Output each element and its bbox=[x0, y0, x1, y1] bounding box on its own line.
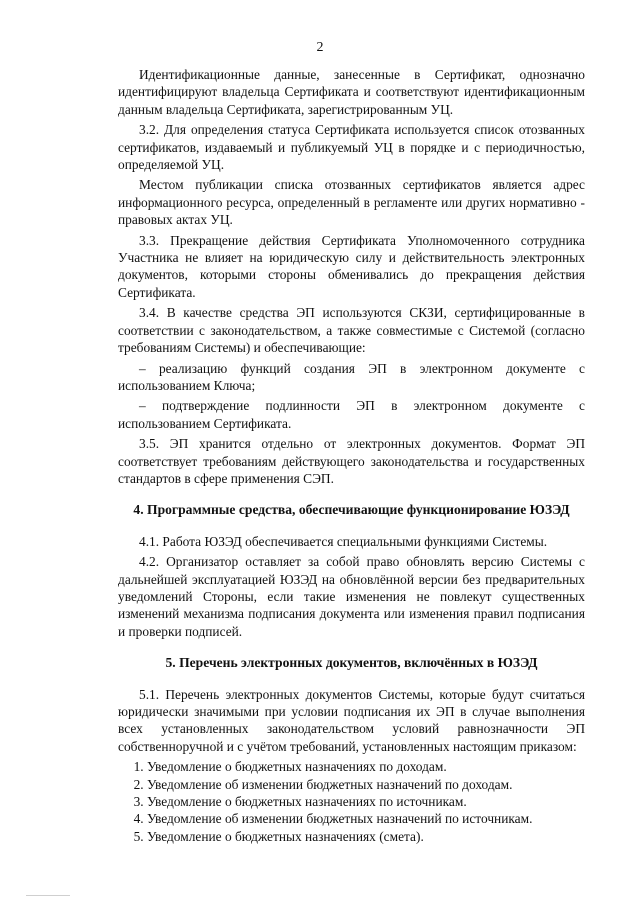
paragraph-3-5: 3.5. ЭП хранится отдельно от электронных документов. Формат ЭП соответствует требованиям действующего законодательства и государственных стандартов в сфере применения СЭП. bbox=[118, 436, 585, 486]
paragraph-3-3: 3.3. Прекращение действия Сертификата Уполномоченного сотрудника Участника не влияет на юридическую силу и действительность электронных документов, которыми стороны обменивались до прекращения действия Сертификата. bbox=[118, 232, 585, 300]
section-heading-5: 5. Перечень электронных документов, включённых в ЮЗЭД bbox=[165, 655, 538, 671]
paragraph-publication-place: Местом публикации списка отозванных сертификатов является адрес информационного ресурса, определенный в регламенте или других нормативно - правовых актах УЦ. bbox=[118, 177, 585, 228]
document-list bbox=[118, 758, 585, 845]
paragraph-3-2: 3.2. Для определения статуса Сертификата используется список отозванных сертификатов, издаваемый и публикуемый УЦ в порядке и с периодичностью, определяемой УЦ. bbox=[118, 122, 585, 173]
paragraph-4-2: 4.2. Организатор оставляет за собой право обновлять версию Системы с дальнейшей эксплуатацией ЮЗЭД на обновлённой версии без предварительных уведомлений Стороны, если такие изменения не повлекут существенных изменений механизма подписания документа или изменения правил подписания и проверки подписей. bbox=[118, 554, 585, 639]
list-item: 2. Уведомление об изменении бюджетных назначений по доходам. bbox=[147, 776, 585, 793]
paragraph-5-1: 5.1. Перечень электронных документов Системы, которые будут считаться юридически значимыми при условии подписания их ЭП в случае выполнения всех установленных законодательством условий равнозначности ЭП собственноручной и с учётом требований, установленных настоящим приказом: bbox=[118, 686, 585, 754]
paragraph-cert-identification: Идентификационные данные, занесенные в Сертификат, однозначно идентифицируют владельца Сертификата и соответствуют идентификационным данным владельца Сертификата, зарегистрированным УЦ. bbox=[118, 67, 585, 117]
paragraph-3-4: 3.4. В качестве средства ЭП используются СКЗИ, сертифицированные в соответствии с законодательством, а также совместимые с Системой (согласно требованиям Системы) и обеспечивающие: bbox=[118, 305, 585, 356]
list-item: 3. Уведомление о бюджетных назначениях по источникам. bbox=[147, 793, 585, 810]
list-item: 4. Уведомление об изменении бюджетных назначений по источникам. bbox=[147, 810, 585, 827]
document-body bbox=[118, 66, 585, 845]
list-item: 1. Уведомление о бюджетных назначениях по доходам. bbox=[147, 758, 585, 775]
paragraph-4-1: 4.1. Работа ЮЗЭД обеспечивается специальными функциями Системы. bbox=[139, 533, 548, 549]
footer-rule bbox=[26, 895, 70, 896]
list-item: 5. Уведомление о бюджетных назначениях (смета). bbox=[147, 828, 585, 845]
paragraph-ep-creation: – реализацию функций создания ЭП в электронном документе с использованием Ключа; bbox=[118, 360, 585, 393]
section-heading-4: 4. Программные средства, обеспечивающие функционирование ЮЗЭД bbox=[133, 502, 570, 518]
page-number: 2 bbox=[316, 40, 324, 55]
paragraph-ep-verification: – подтверждение подлинности ЭП в электронном документе с использованием Сертификата. bbox=[118, 398, 585, 431]
